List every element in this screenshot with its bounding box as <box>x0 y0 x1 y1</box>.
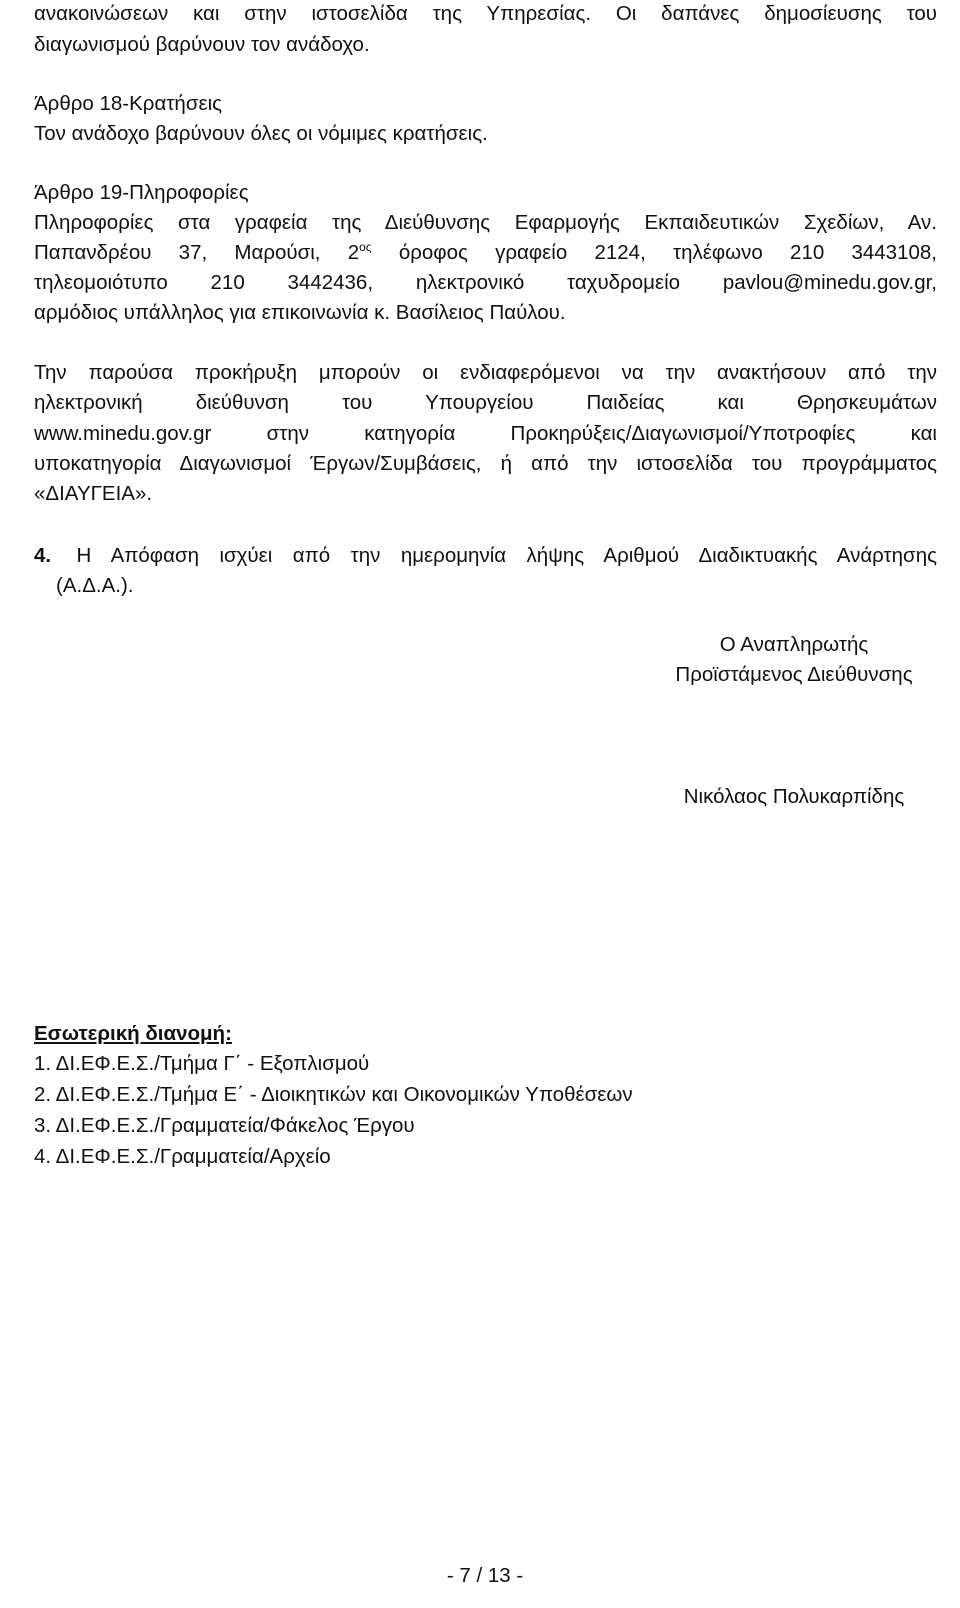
distribution-item-2: 2. ΔΙ.ΕΦ.Ε.Σ./Τμήμα Ε΄ - Διοικητικών και Οικονομικών Υποθέσεων <box>34 1083 633 1106</box>
article-19-title: Άρθρο 19-Πληροφορίες <box>34 181 249 204</box>
article-19-line-2 <box>34 241 937 265</box>
item-4-text: Η Απόφαση ισχύει από την ημερομηνία λήψης Αριθμού Διαδικτυακής Ανάρτησης <box>76 544 937 567</box>
signature-title-1: Ο Αναπληρωτής <box>719 633 869 656</box>
item-4-line-1 <box>34 544 937 568</box>
item-4-line-2: (Α.Δ.Α.). <box>56 574 134 597</box>
intro-line-2: διαγωνισμού βαρύνουν τον ανάδοχο. <box>34 33 370 56</box>
article-19-line-2-start: Παπανδρέου 37, Μαρούσι, 2 <box>34 241 360 264</box>
distribution-item-1: 1. ΔΙ.ΕΦ.Ε.Σ./Τμήμα Γ΄ - Εξοπλισμού <box>34 1052 370 1075</box>
article-19-line-4: αρμόδιος υπάλληλος για επικοινωνία κ. Βασίλειος Παύλου. <box>34 301 566 324</box>
article-18-title: Άρθρο 18-Κρατήσεις <box>34 92 223 115</box>
availability-line-5: «ΔΙΑΥΓΕΙΑ». <box>34 482 153 505</box>
distribution-item-3: 3. ΔΙ.ΕΦ.Ε.Σ./Γραμματεία/Φάκελος Έργου <box>34 1114 415 1137</box>
ordinal-superscript: ος <box>359 240 372 254</box>
availability-line-2: ηλεκτρονική διεύθυνση του Υπουργείου Παιδείας και Θρησκευμάτων <box>34 391 937 414</box>
signature-title-2: Προϊστάμενος Διεύθυνσης <box>675 663 913 686</box>
signature-name: Νικόλαος Πολυκαρπίδης <box>683 785 905 808</box>
page-number: - 7 / 13 - <box>446 1564 524 1587</box>
availability-line-1: Την παρούσα προκήρυξη μπορούν οι ενδιαφερόμενοι να την ανακτήσουν από την <box>34 361 937 384</box>
item-4-number: 4. <box>34 544 52 567</box>
article-19-line-3: τηλεομοιότυπο 210 3442436, ηλεκτρονικό ταχυδρομείο pavlou@minedu.gov.gr, <box>34 271 937 294</box>
distribution-item-4: 4. ΔΙ.ΕΦ.Ε.Σ./Γραμματεία/Αρχείο <box>34 1145 331 1168</box>
availability-line-3: www.minedu.gov.gr στην κατηγορία Προκηρύξεις/Διαγωνισμοί/Υποτροφίες και <box>34 422 937 445</box>
article-18-text: Τον ανάδοχο βαρύνουν όλες οι νόμιμες κρατήσεις. <box>34 122 488 145</box>
article-19-line-2-end: όροφος γραφείο 2124, τηλέφωνο 210 3443108, <box>371 241 937 264</box>
intro-line-1: ανακοινώσεων και στην ιστοσελίδα της Υπηρεσίας. Οι δαπάνες δημοσίευσης του <box>34 2 937 25</box>
availability-line-4: υποκατηγορία Διαγωνισμοί Έργων/Συμβάσεις, ή από την ιστοσελίδα του προγράμματος <box>34 452 937 475</box>
article-19-line-1: Πληροφορίες στα γραφεία της Διεύθυνσης Εφαρμογής Εκπαιδευτικών Σχεδίων, Αν. <box>34 211 937 234</box>
distribution-heading: Εσωτερική διανομή: <box>34 1022 232 1045</box>
